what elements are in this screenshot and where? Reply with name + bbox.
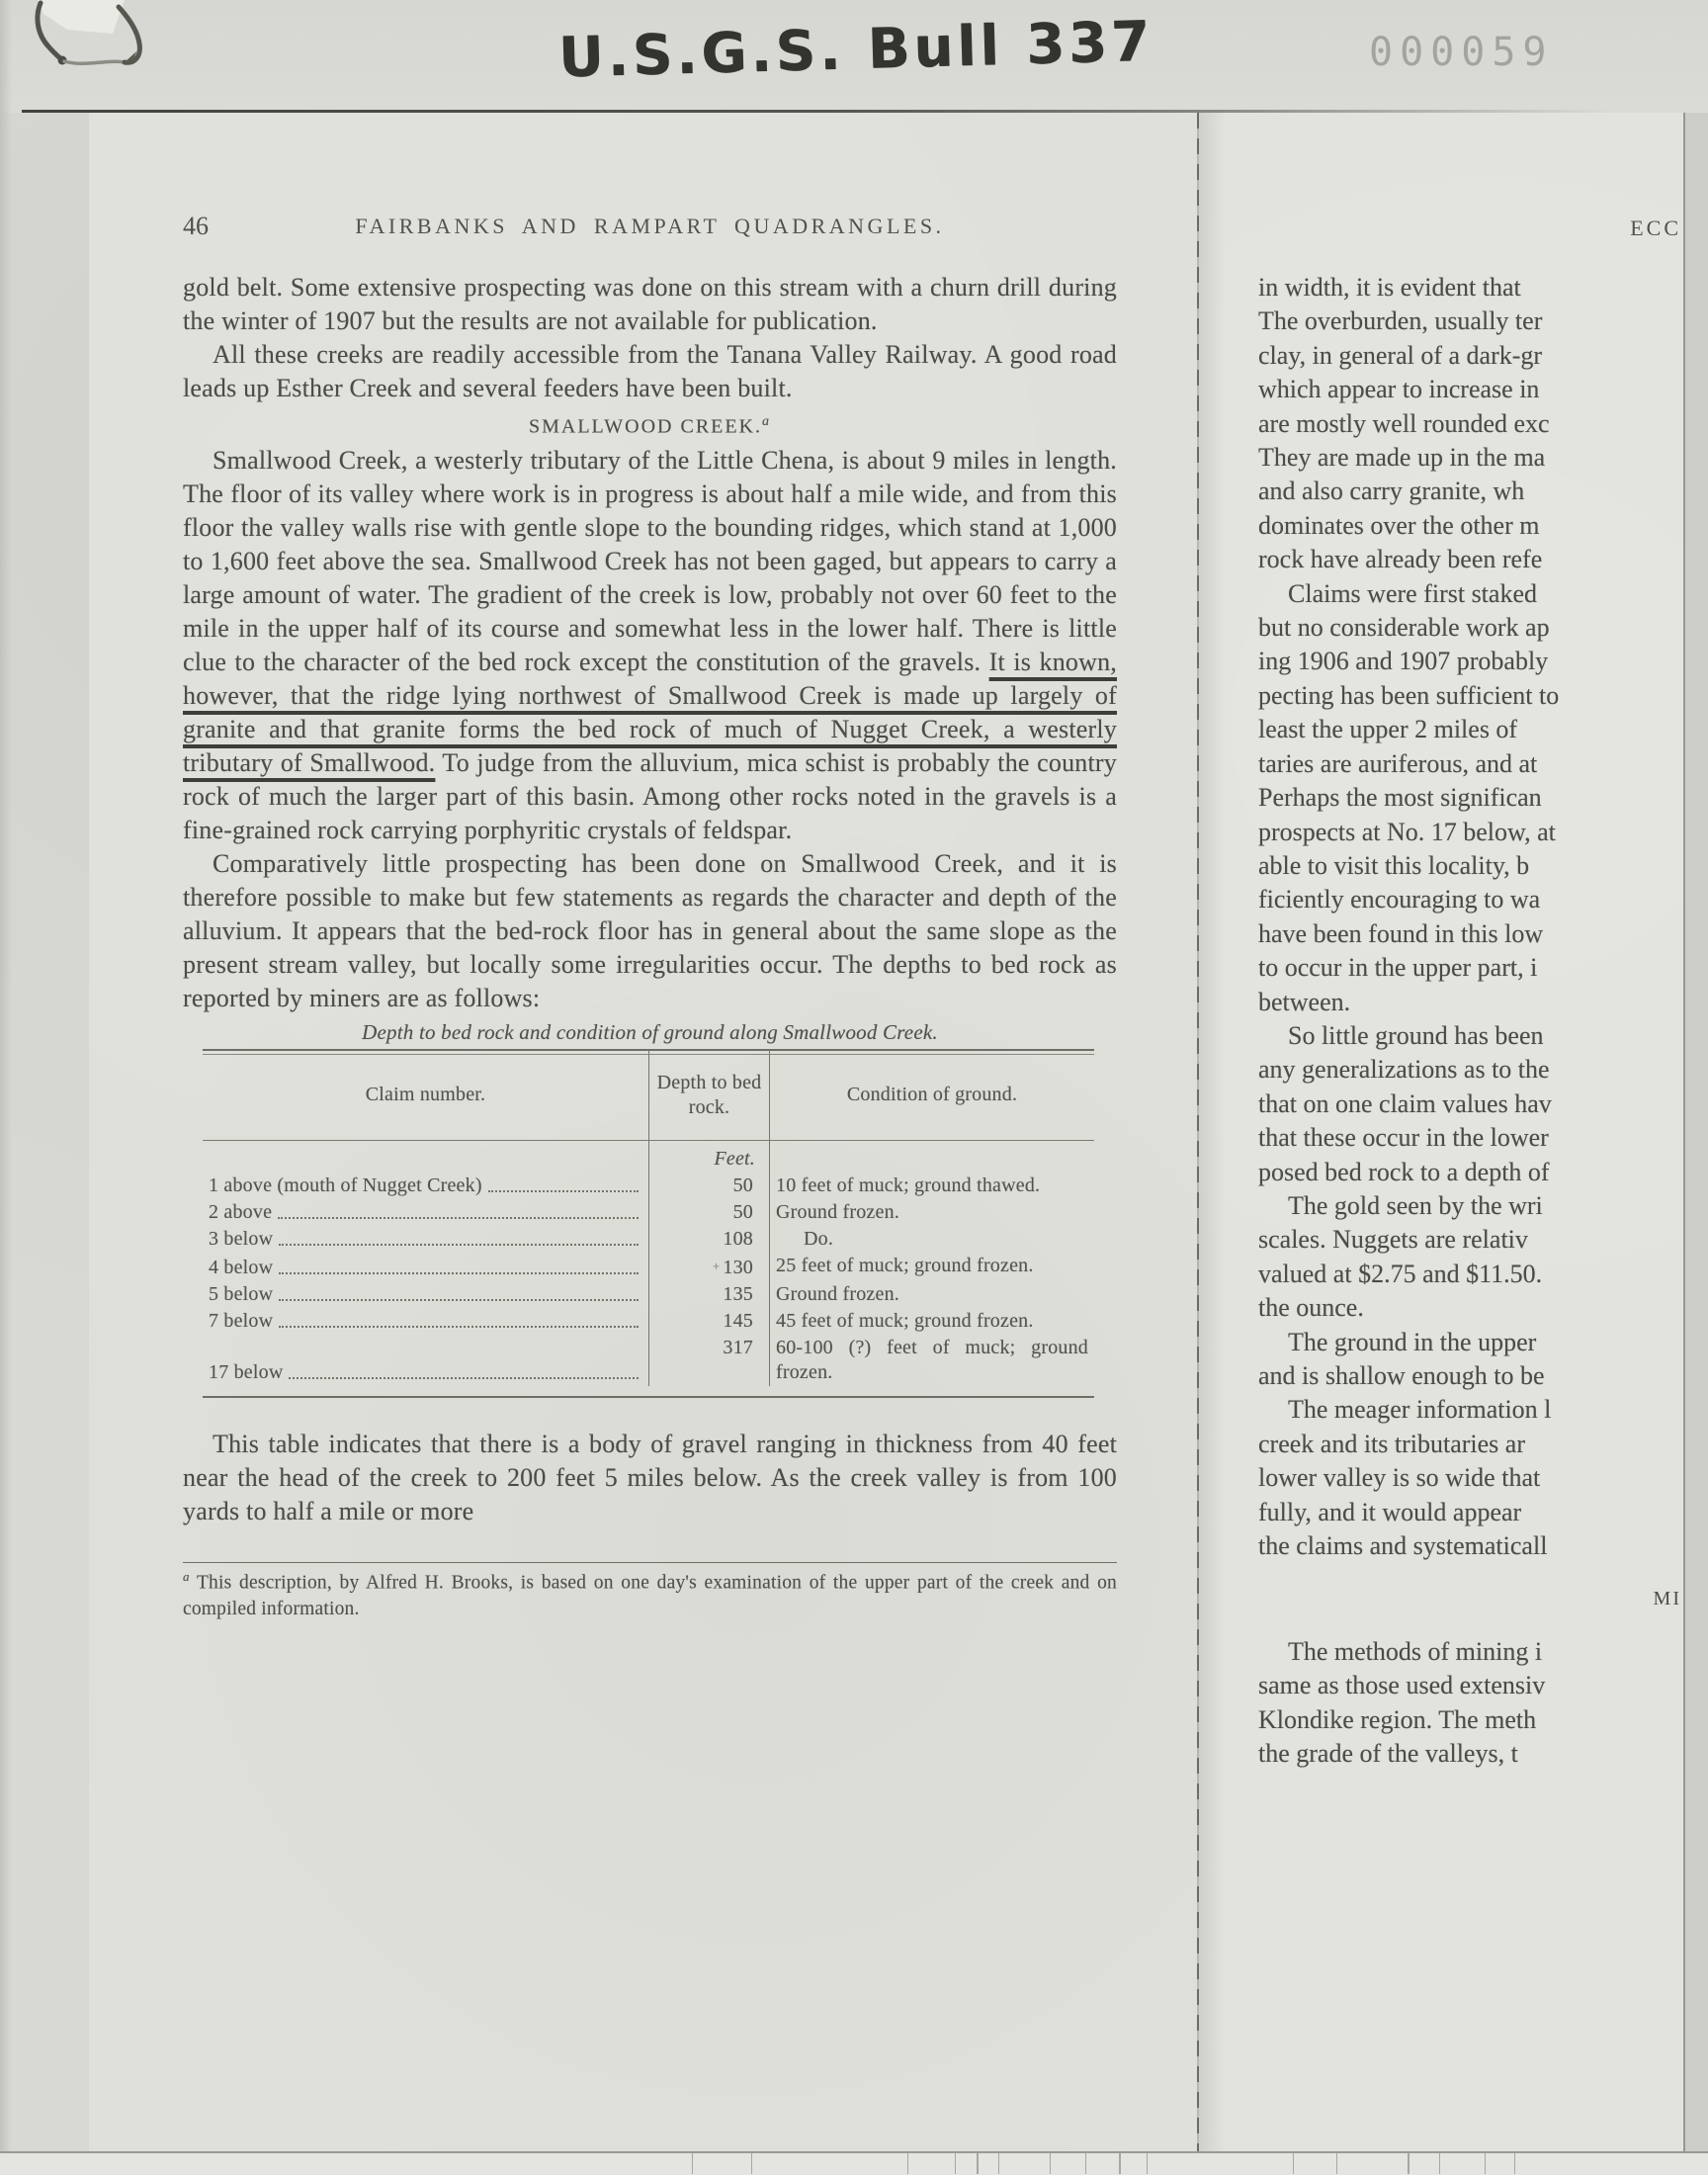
- bottom-tick: [1408, 2153, 1409, 2174]
- claim-label: 4 below: [209, 1256, 274, 1278]
- top-annotation-strip: [0, 0, 1708, 113]
- text-line: creek and its tributaries ar: [1258, 1429, 1525, 1458]
- depth-table: [203, 1049, 1094, 1398]
- text-line: rock have already been refe: [1258, 545, 1543, 574]
- bottom-tick: [955, 2153, 956, 2174]
- table-row: [203, 1199, 1094, 1226]
- claim-label: 5 below: [209, 1282, 274, 1305]
- section-heading-text: SMALLWOOD CREEK.: [528, 415, 763, 438]
- depth-cell: 317: [649, 1335, 770, 1386]
- depth-cell: 50: [649, 1173, 770, 1199]
- footnote-marker: a: [183, 1568, 190, 1584]
- text-line: Claims were first staked: [1288, 578, 1537, 608]
- bottom-tick: [1050, 2153, 1051, 2174]
- text-line: which appear to increase in: [1258, 375, 1540, 404]
- text-line: to occur in the upper part, i: [1258, 953, 1538, 983]
- text-line: but no considerable work ap: [1258, 613, 1550, 643]
- footnote-text: This description, by Alfred H. Brooks, is based on one day's examination of the upper part of the creek and on compiled information.: [183, 1572, 1117, 1620]
- stamp-number: 000059: [1369, 30, 1554, 75]
- table-row: [203, 1281, 1094, 1308]
- scan-right-edge-strip: [1685, 113, 1708, 2175]
- claim-label: 3 below: [209, 1227, 274, 1250]
- depth-cell: 50: [649, 1199, 770, 1226]
- running-head: FAIRBANKS AND RAMPART QUADRANGLES.: [355, 214, 945, 238]
- claim-cell: [203, 1226, 649, 1253]
- bottom-tick: [1085, 2153, 1086, 2174]
- claim-label: 2 above: [209, 1200, 273, 1223]
- text-line: that on one claim values hav: [1258, 1088, 1552, 1118]
- claim-label: 17 below: [209, 1360, 284, 1383]
- unit-label: Feet.: [649, 1141, 770, 1173]
- claim-cell: [203, 1199, 649, 1226]
- table-row: [203, 1335, 1094, 1396]
- condition-cell: 10 feet of muck; ground thawed.: [776, 1174, 1041, 1196]
- bottom-tick: [1485, 2153, 1486, 2174]
- bottom-strip: [0, 2153, 1708, 2175]
- dot-leader: [279, 1299, 639, 1301]
- claim-label: 7 below: [209, 1309, 274, 1332]
- left-page-body: [183, 271, 1117, 1622]
- text-line: have been found in this low: [1258, 918, 1544, 948]
- right-page-column: [1258, 271, 1685, 1563]
- running-head-right: ECC: [1630, 216, 1681, 240]
- bottom-tick: [977, 2153, 979, 2174]
- table-row: [203, 1308, 1094, 1335]
- text-line: clay, in general of a dark-gr: [1258, 340, 1543, 370]
- paragraph-gold-belt: gold belt. Some extensive prospecting was done on this stream with a churn drill during the winter of 1907 but the results are not available for publication.: [183, 273, 1117, 335]
- text-line: They are made up in the ma: [1258, 443, 1546, 473]
- text-line: and also carry granite, wh: [1258, 477, 1525, 506]
- bottom-tick: [907, 2153, 908, 2174]
- text-line: least the upper 2 miles of: [1258, 715, 1518, 744]
- claim-cell: [203, 1308, 649, 1335]
- bottom-tick: [1514, 2153, 1515, 2174]
- bottom-tick: [692, 2153, 693, 2174]
- text-line: and is shallow enough to be: [1258, 1361, 1545, 1390]
- text-line: The methods of mining i: [1288, 1637, 1543, 1666]
- text-line: in width, it is evident that: [1258, 273, 1521, 302]
- column-header-condition: Condition of ground.: [846, 1084, 1018, 1106]
- depth-value: 130: [723, 1256, 753, 1278]
- right-page-column-2: [1258, 1635, 1685, 1772]
- text-line: The ground in the upper: [1288, 1327, 1537, 1356]
- text-line: fully, and it would appear: [1258, 1497, 1522, 1526]
- page-fold-line: [1197, 113, 1199, 2175]
- claim-label: 1 above (mouth of Nugget Creek): [209, 1174, 482, 1196]
- text-line: taries are auriferous, and at: [1258, 748, 1538, 778]
- text-line: pecting has been sufficient to: [1258, 680, 1560, 710]
- text-line: valued at $2.75 and $11.50.: [1258, 1259, 1543, 1288]
- dot-leader: [278, 1217, 639, 1219]
- table-row: [203, 1253, 1094, 1281]
- handwritten-title: U.S.G.S. Bull 337: [557, 9, 1154, 91]
- paragraph-gravel-body: This table indicates that there is a body of gravel ranging in thickness from 40 feet near the head of the creek to 200 feet 5 miles below. As the creek valley is from 100 yards to half a mile or more: [183, 1429, 1117, 1525]
- bottom-tick: [1439, 2153, 1440, 2174]
- claim-cell: [203, 1173, 649, 1199]
- text-line: are mostly well rounded exc: [1258, 408, 1550, 438]
- text-line: any generalizations as to the: [1258, 1055, 1550, 1085]
- column-header-depth: Depth to bed rock.: [649, 1051, 770, 1140]
- table-row: [203, 1173, 1094, 1199]
- column-header-claim: Claim number.: [203, 1051, 649, 1140]
- bottom-tick: [998, 2153, 999, 2174]
- paragraph-text: To judge from the alluvium, mica schist is probably the country rock of much the larger part of this basin. Among other rocks noted in the gravels is a fine-grained rock carrying porphyritic crystals of feldspar.: [183, 747, 1117, 844]
- text-line: that these occur in the lower: [1258, 1123, 1549, 1153]
- right-page: [1199, 113, 1685, 2151]
- dot-leader: [488, 1190, 639, 1192]
- bottom-tick: [1119, 2153, 1121, 2174]
- text-line: Klondike region. The meth: [1258, 1704, 1537, 1734]
- depth-cell: 108: [649, 1226, 770, 1253]
- text-line: posed bed rock to a depth of: [1258, 1157, 1550, 1186]
- claim-cell: [203, 1281, 649, 1308]
- section-heading-right: MI: [1653, 1588, 1681, 1610]
- text-line: the ounce.: [1258, 1293, 1364, 1323]
- text-line: The meager information l: [1288, 1395, 1552, 1425]
- text-line: between.: [1258, 987, 1351, 1016]
- section-heading-smallwood-creek: [183, 405, 1117, 444]
- depth-cell: 145: [649, 1308, 770, 1335]
- depth-cell: [649, 1253, 770, 1281]
- text-line: lower valley is so wide that: [1258, 1463, 1541, 1493]
- table-unit-row: [203, 1141, 1094, 1173]
- text-line: So little ground has been: [1288, 1020, 1544, 1050]
- paragraph-creeks-access: All these creeks are readily accessible from the Tanana Valley Railway. A good road leads up Esther Creek and several feeders have been built.: [183, 340, 1117, 402]
- text-line: dominates over the other m: [1258, 510, 1540, 540]
- bottom-tick: [1147, 2153, 1148, 2174]
- text-line: Perhaps the most significan: [1258, 783, 1542, 813]
- text-line: scales. Nuggets are relativ: [1258, 1225, 1528, 1255]
- pencil-mark: +: [712, 1258, 721, 1273]
- left-page: [89, 113, 1197, 2151]
- condition-cell: 25 feet of muck; ground frozen.: [776, 1254, 1034, 1276]
- text-line: ficiently encouraging to wa: [1258, 885, 1541, 914]
- hand-underlined-passage: It is known, however, that the ridge lying northwest of Smallwood Creek is made up largely of granite and that granite forms the bed rock of much of Nugget Creek, a westerly tributary of Smallwood.: [183, 647, 1117, 777]
- text-line: The gold seen by the wri: [1288, 1190, 1543, 1220]
- dot-leader: [289, 1377, 639, 1379]
- dot-leader: [279, 1272, 639, 1274]
- table-header-row: [203, 1051, 1094, 1141]
- text-line: ing 1906 and 1907 probably: [1258, 647, 1549, 676]
- depth-cell: 135: [649, 1281, 770, 1308]
- dot-leader: [279, 1244, 639, 1246]
- condition-cell: Ground frozen.: [776, 1200, 899, 1223]
- text-line: The overburden, usually ter: [1258, 306, 1543, 336]
- condition-cell: Do.: [804, 1227, 834, 1250]
- page-number: 46: [183, 212, 209, 240]
- claim-cell: [203, 1253, 649, 1281]
- paragraph-smallwood-description: [183, 444, 1117, 847]
- text-line: able to visit this locality, b: [1258, 850, 1530, 880]
- dot-leader: [279, 1326, 639, 1328]
- bottom-tick: [1293, 2153, 1294, 2174]
- text-line: the grade of the valleys, t: [1258, 1739, 1518, 1769]
- scan-left-edge: [0, 0, 12, 2175]
- table-row: [203, 1226, 1094, 1253]
- footnote: [183, 1563, 1117, 1623]
- table-caption: Depth to bed rock and condition of ground along Smallwood Creek.: [362, 1019, 938, 1044]
- text-line: the claims and systematicall: [1258, 1531, 1548, 1561]
- paragraph-text: Smallwood Creek, a westerly tributary of the Little Chena, is about 9 miles in length. The floor of its valley where work is in progress is about half a mile wide, and from this floor the valley walls rise with gentle slope to the bounding ridges, which stand at 1,000 to 1,600 feet above the sea. Smallwood Creek has not been gaged, but appears to carry a large amount of water. The gradient of the creek is low, probably not over 60 feet to the mile in the upper half of its course and somewhat less in the lower half. There is little clue to the character of the bed rock except the constitution of the gravels.: [183, 445, 1117, 676]
- condition-cell: Ground frozen.: [776, 1282, 899, 1305]
- text-line: prospects at No. 17 below, at: [1258, 817, 1556, 846]
- empty-cell: [203, 1141, 649, 1173]
- text-line: same as those used extensiv: [1258, 1671, 1546, 1700]
- paragraph-prospecting: Comparatively little prospecting has been done on Smallwood Creek, and it is therefore possible to make but few statements as regards the character and depth of the alluvium. It appears that the bed-rock floor has in general about the same slope as the present stream valley, but locally some irregularities occur. The depths to bed rock as reported by miners are as follows:: [183, 848, 1117, 1012]
- bottom-tick: [751, 2153, 752, 2174]
- condition-cell: 60-100 (?) feet of muck; ground frozen.: [776, 1336, 1088, 1383]
- bottom-tick: [1336, 2153, 1337, 2174]
- torn-corner-mark-icon: [8, 0, 186, 94]
- claim-cell: [203, 1335, 649, 1386]
- condition-cell: 45 feet of muck; ground frozen.: [776, 1309, 1034, 1332]
- empty-cell: [770, 1141, 1094, 1173]
- footnote-marker: a: [762, 414, 772, 429]
